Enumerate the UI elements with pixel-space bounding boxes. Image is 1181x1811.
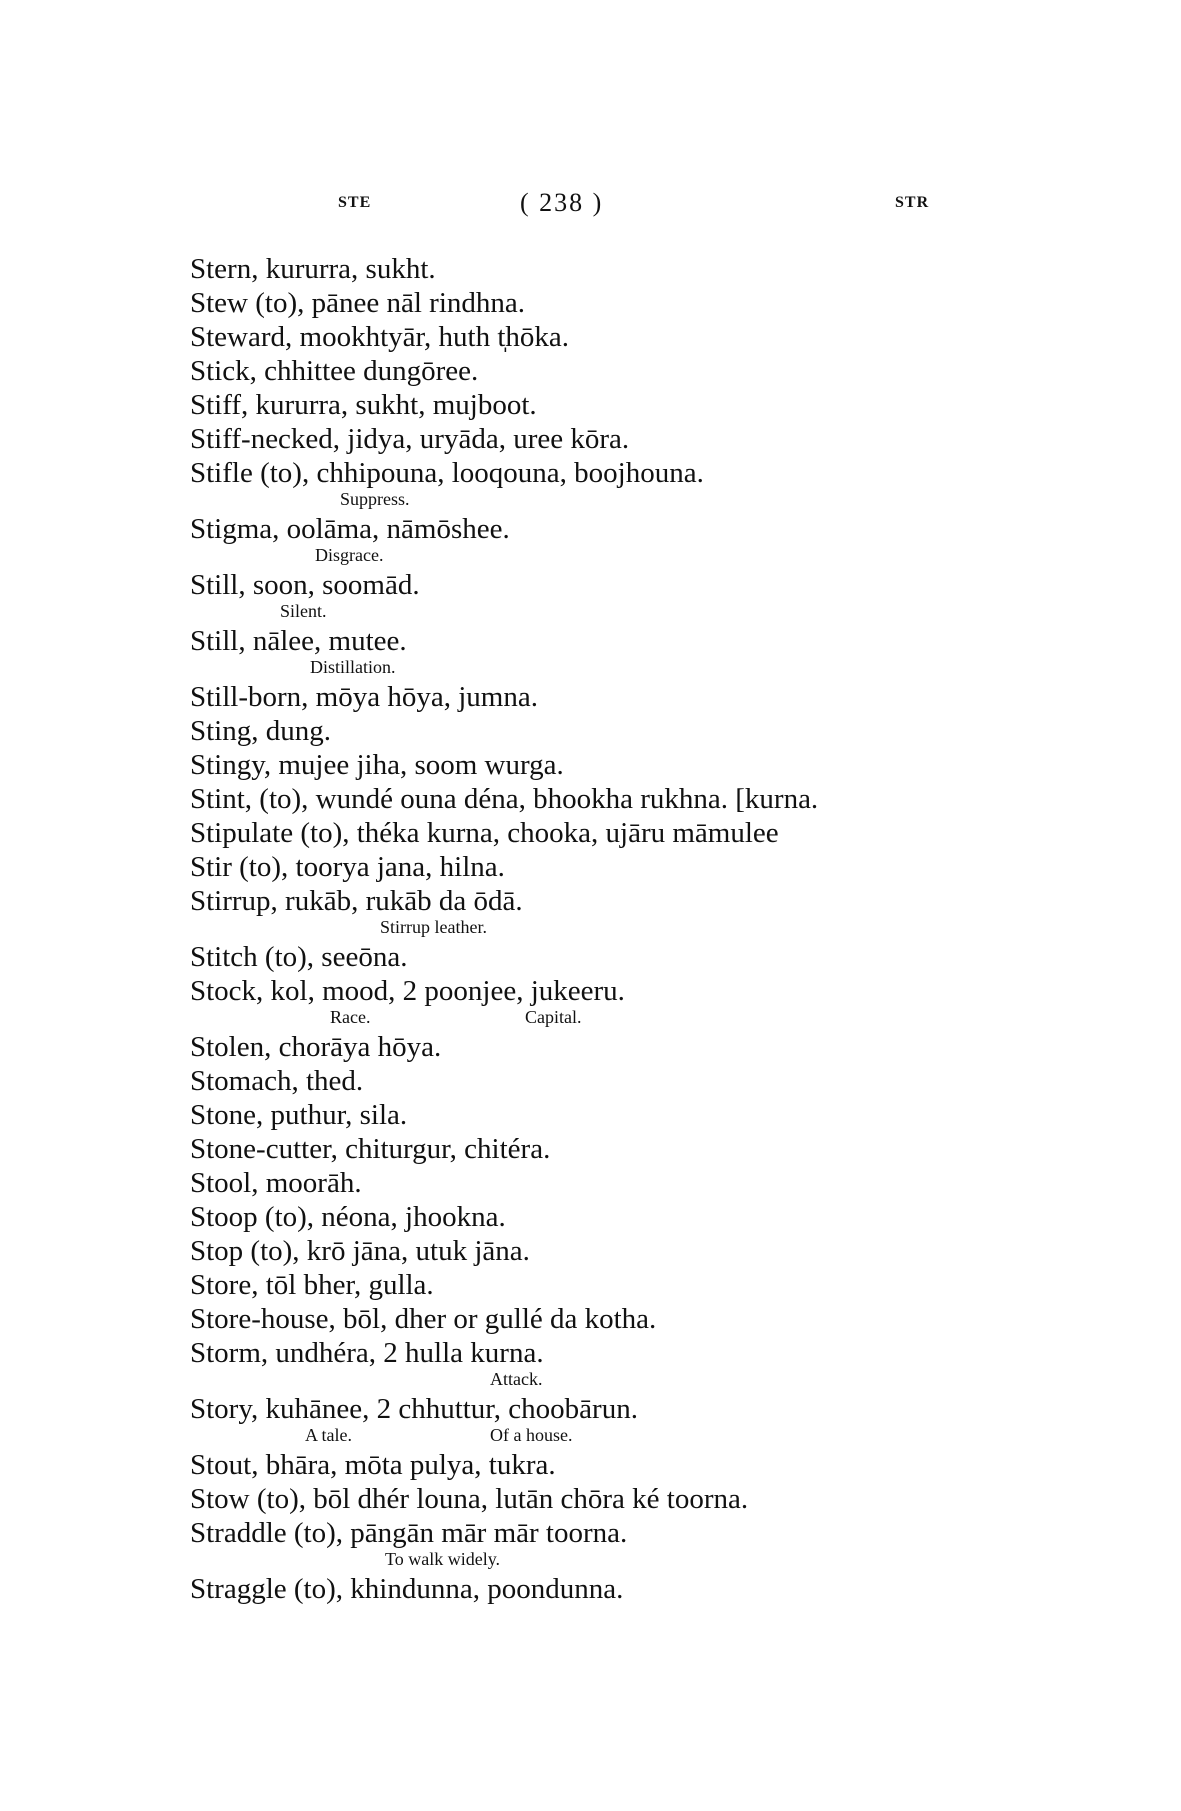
- entry: Store-house, bōl, dher or gullé da kotha.: [190, 1303, 657, 1335]
- entry: Store, tōl bher, gulla.: [190, 1269, 434, 1301]
- note-text: Capital.: [525, 1007, 582, 1027]
- page-header: [0, 188, 1181, 222]
- entry: Stomach, thed.: [190, 1065, 364, 1097]
- entry: Stigma, oolāma, nāmōshee.: [190, 513, 510, 545]
- entry: Stout, bhāra, mōta pulya, tukra.: [190, 1449, 556, 1481]
- header-left-guide: STE: [338, 194, 372, 211]
- note-text: To walk widely.: [385, 1549, 501, 1569]
- entry: Stew (to), pānee nāl rindhna.: [190, 287, 526, 319]
- entry-note: [190, 602, 1070, 624]
- entry: Stow (to), bōl dhér louna, lutān chōra ké toorna.: [190, 1483, 749, 1515]
- entry-note: [190, 490, 1070, 512]
- entry-note: [190, 1008, 1070, 1030]
- entry: Still, nālee, mutee.: [190, 625, 407, 657]
- note-text: Disgrace.: [315, 545, 384, 565]
- entry: Stern, kururra, sukht.: [190, 253, 436, 285]
- entry-list: [190, 252, 1070, 1606]
- entry: Stitch (to), seeōna.: [190, 941, 408, 973]
- entry: Still-born, mōya hōya, jumna.: [190, 681, 538, 713]
- entry: Story, kuhānee, 2 chhuttur, choobārun.: [190, 1393, 638, 1425]
- entry-note: [190, 1550, 1070, 1572]
- page-number: ( 238 ): [520, 188, 604, 217]
- note-text: Race.: [330, 1007, 371, 1027]
- entry: Stone, puthur, sila.: [190, 1099, 408, 1131]
- entry: Stool, moorāh.: [190, 1167, 362, 1199]
- entry: Sting, dung.: [190, 715, 331, 747]
- entry-note: [190, 1370, 1070, 1392]
- entry: Stirrup, rukāb, rukāb da ōdā.: [190, 885, 523, 917]
- header-right-guide: STR: [895, 194, 930, 211]
- entry-note: [190, 1426, 1070, 1448]
- entry: Steward, mookhtyār, huth t̩hōka.: [190, 321, 569, 353]
- note-text: Silent.: [280, 601, 327, 621]
- entry: Still, soon, soomād.: [190, 569, 420, 601]
- entry: Stick, chhittee dungōree.: [190, 355, 479, 387]
- entry: Stop (to), krō jāna, utuk jāna.: [190, 1235, 530, 1267]
- entry: Stipulate (to), théka kurna, chooka, ujāru māmulee: [190, 817, 779, 849]
- note-text: Of a house.: [490, 1425, 573, 1445]
- entry: Stiff, kururra, sukht, mujboot.: [190, 389, 537, 421]
- note-text: Suppress.: [340, 489, 410, 509]
- entry-note: [190, 546, 1070, 568]
- entry: Stifle (to), chhipouna, looqouna, boojhouna.: [190, 457, 704, 489]
- note-text: Attack.: [490, 1369, 543, 1389]
- entry: Straddle (to), pāngān mār mār toorna.: [190, 1517, 628, 1549]
- entry: Stock, kol, mood, 2 poonjee, jukeeru.: [190, 975, 625, 1007]
- entry: Stir (to), toorya jana, hilna.: [190, 851, 505, 883]
- note-text: Distillation.: [310, 657, 396, 677]
- entry-note: [190, 658, 1070, 680]
- entry: Stingy, mujee jiha, soom wurga.: [190, 749, 564, 781]
- entry: Stone-cutter, chiturgur, chitéra.: [190, 1133, 551, 1165]
- entry-note: [190, 918, 1070, 940]
- entry: Stoop (to), néona, jhookna.: [190, 1201, 506, 1233]
- entry: Stint, (to), wundé ouna déna, bhookha rukhna. [kurna.: [190, 783, 819, 815]
- entry: Stolen, chorāya hōya.: [190, 1031, 442, 1063]
- note-text: Stirrup leather.: [380, 917, 487, 937]
- entry: Straggle (to), khindunna, poondunna.: [190, 1573, 624, 1605]
- note-text: A tale.: [305, 1425, 352, 1445]
- entry: Stiff-necked, jidya, uryāda, uree kōra.: [190, 423, 630, 455]
- entry: Storm, undhéra, 2 hulla kurna.: [190, 1337, 544, 1369]
